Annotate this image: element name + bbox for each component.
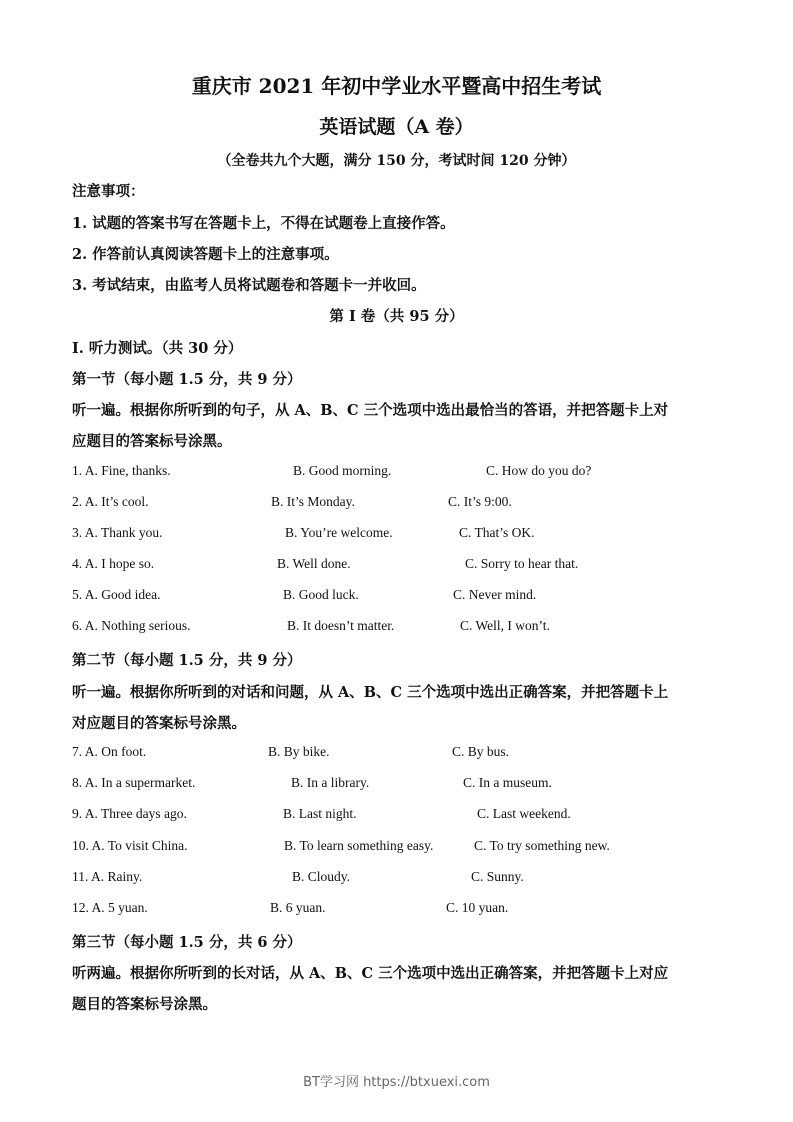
option-a: 10. A. To visit China. [72, 838, 188, 853]
option-b: B. To learn something easy. [284, 838, 434, 853]
option-c: C. Last weekend. [477, 806, 571, 821]
section-instruction: 听一遍。根据你所听到的对话和问题，从 A、B、C 三个选项中选出正确答案，并把答题卡上 [72, 684, 669, 701]
option-a: 8. A. In a supermarket. [72, 775, 196, 790]
option-c: C. That’s OK. [459, 525, 535, 540]
option-a: 4. A. I hope so. [72, 556, 155, 571]
section-instruction: 听两遍。根据你所听到的长对话，从 A、B、C 三个选项中选出正确答案，并把答题卡上对应 [72, 965, 669, 982]
option-c: C. Sorry to hear that. [465, 556, 579, 571]
option-a: 12. A. 5 yuan. [72, 900, 148, 915]
option-a: 1. A. Fine, thanks. [72, 463, 171, 478]
option-b: B. 6 yuan. [270, 900, 326, 915]
option-c: C. Never mind. [453, 587, 537, 602]
option-c: C. In a museum. [463, 775, 552, 790]
option-b: B. You’re welcome. [285, 525, 393, 540]
option-a: 5. A. Good idea. [72, 587, 161, 602]
option-b: B. Good morning. [293, 463, 392, 478]
option-b: B. In a library. [291, 775, 370, 790]
option-c: C. It’s 9:00. [448, 494, 512, 509]
section-instruction: 听一遍。根据你所听到的句子，从 A、B、C 三个选项中选出最恰当的答语，并把答题卡上对 [72, 402, 669, 419]
option-a: 3. A. Thank you. [72, 525, 163, 540]
option-c: C. How do you do? [486, 463, 592, 478]
note-item: 3. 考试结束，由监考人员将试题卷和答题卡一并收回。 [72, 277, 426, 294]
option-c: C. 10 yuan. [446, 900, 509, 915]
section-heading: 第三节（每小题 1.5 分，共 6 分） [72, 934, 302, 951]
exam-info: （全卷共九个大题，满分 150 分，考试时间 120 分钟） [217, 153, 576, 169]
option-a: 7. A. On foot. [72, 744, 147, 759]
option-b: B. By bike. [268, 744, 330, 759]
section-heading: 第二节（每小题 1.5 分，共 9 分） [72, 652, 302, 669]
option-b: B. Well done. [277, 556, 351, 571]
section-heading: 第一节（每小题 1.5 分，共 9 分） [72, 371, 302, 388]
option-b: B. Last night. [283, 806, 357, 821]
option-b: B. It doesn’t matter. [287, 618, 395, 633]
option-a: 6. A. Nothing serious. [72, 618, 191, 633]
option-c: C. By bus. [452, 744, 510, 759]
option-c: C. Sunny. [471, 869, 524, 884]
option-b: B. It’s Monday. [271, 494, 355, 509]
option-b: B. Cloudy. [292, 869, 351, 884]
option-c: C. Well, I won’t. [460, 618, 550, 633]
volume-heading: 第 I 卷（共 95 分） [329, 308, 464, 325]
section-instruction: 对应题目的答案标号涂黑。 [72, 715, 246, 732]
option-a: 9. A. Three days ago. [72, 806, 187, 821]
option-a: 2. A. It’s cool. [72, 494, 149, 509]
page-title: 重庆市 2021 年初中学业水平暨高中招生考试 [191, 74, 602, 98]
option-a: 11. A. Rainy. [72, 869, 143, 884]
watermark-footer: BT学习网 https://btxuexi.com [303, 1075, 490, 1090]
notes-heading: 注意事项： [72, 183, 145, 200]
note-item: 2. 作答前认真阅读答题卡上的注意事项。 [72, 246, 339, 263]
page-subtitle: 英语试题（A 卷） [319, 116, 474, 138]
note-item: 1. 试题的答案书写在答题卡上，不得在试题卷上直接作答。 [72, 215, 455, 232]
part-heading: I. 听力测试。（共 30 分） [72, 340, 243, 357]
option-b: B. Good luck. [283, 587, 359, 602]
option-c: C. To try something new. [474, 838, 610, 853]
section-instruction: 应题目的答案标号涂黑。 [72, 433, 232, 450]
section-instruction: 题目的答案标号涂黑。 [72, 996, 217, 1013]
